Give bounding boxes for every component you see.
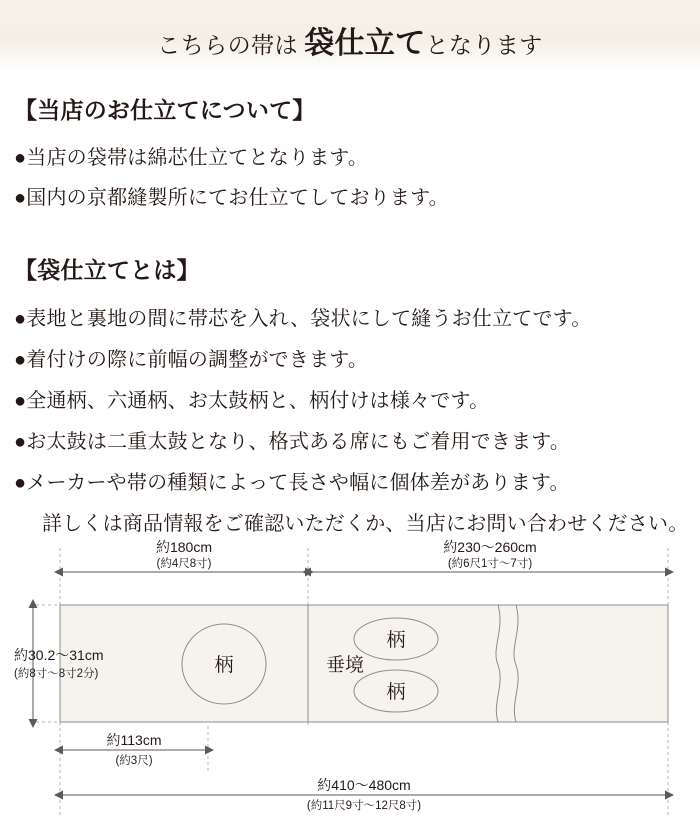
taresakai-label: 垂境 — [326, 655, 365, 676]
pattern-circle-label: 柄 — [214, 655, 234, 676]
pattern-oval-top-label: 柄 — [386, 630, 406, 651]
section-about-tailoring — [14, 92, 686, 221]
section-1-line-1: ●当店の袋帯は綿芯仕立てとなります。 — [14, 147, 369, 169]
dim-top-left-main: 約180cm — [155, 539, 213, 555]
section-2-line-2: ●着付けの際に前幅の調整ができます。 — [14, 349, 369, 371]
section-1-title: 【当店のお仕立てについて】 — [14, 98, 316, 123]
dim-bottom-left-main: 約113cm — [106, 732, 162, 748]
dim-left-height-main: 約30.2〜31cm — [14, 647, 104, 663]
dim-top-left-sub: (約4尺8寸) — [156, 558, 212, 570]
section-2-line-5: ●メーカーや帯の種類によって長さや幅に個体差があります。 — [14, 472, 570, 494]
page-title-prefix: こちらの帯は — [157, 33, 305, 58]
section-2-line-3: ●全通柄、六通柄、お太鼓柄と、柄付けは様々です。 — [14, 390, 490, 412]
section-2-continuation: 詳しくは商品情報をご確認いただくか、当店にお問い合わせください。 — [42, 513, 689, 535]
page-title-suffix: となります — [425, 33, 543, 58]
section-2-line-1: ●表地と裏地の間に帯芯を入れ、袋状にして縫うお仕立てです。 — [14, 308, 592, 330]
dim-top-right-main: 約230〜260cm — [443, 539, 537, 555]
dim-bottom-total-main: 約410〜480cm — [317, 777, 411, 793]
page-title-emphasis: 袋仕立て — [304, 27, 426, 60]
section-1-line-2: ●国内の京都縫製所にてお仕立てしております。 — [14, 187, 449, 209]
section-2-line-4: ●お太鼓は二重太鼓となり、格式ある席にもご着用できます。 — [14, 431, 571, 453]
section-what-is-fukuro — [14, 252, 689, 536]
pattern-oval-bottom-label: 柄 — [386, 682, 406, 703]
dim-left-height-sub: (約8寸〜8寸2分) — [14, 668, 99, 680]
dim-bottom-left-sub: (約3尺) — [115, 755, 153, 767]
dim-bottom-total-sub: (約11尺9寸〜12尺8寸) — [306, 800, 422, 812]
obi-dimension-diagram — [0, 530, 700, 840]
page-title — [0, 18, 700, 62]
section-2-title: 【袋仕立てとは】 — [14, 258, 200, 283]
dim-top-right-sub: (約6尺1寸〜7寸) — [447, 558, 533, 570]
